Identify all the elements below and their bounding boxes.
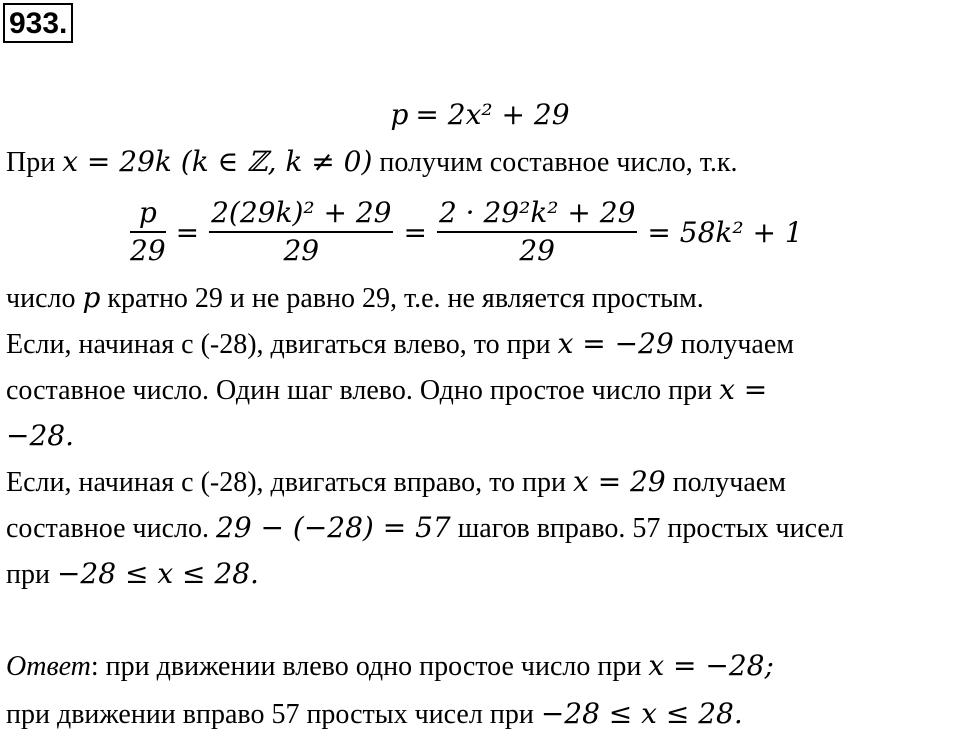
- line7-post: шагов вправо. 57 простых чисел: [457, 513, 844, 544]
- fraction-bar: [209, 231, 393, 233]
- answer1-pre: : при движении влево одно простое число при: [90, 651, 642, 682]
- answer-line-2: [6, 698, 743, 731]
- fraction-3-denominator: 29: [519, 234, 555, 267]
- line4-math: x =: [719, 373, 768, 406]
- line1-math: x = 29k (k ∈ ℤ, k ≠ 0): [62, 145, 373, 178]
- text-line-2: [6, 282, 704, 315]
- line2-post: кратно 29 и не равно 29, т.е. не является простым.: [107, 283, 704, 314]
- equals-sign: =: [403, 215, 427, 249]
- text-line-3: [6, 328, 794, 361]
- fraction-1: [130, 197, 166, 267]
- fraction-1-denominator: 29: [130, 234, 166, 267]
- line2-math: p: [82, 281, 101, 314]
- text-line-1: [6, 146, 738, 179]
- answer2-math: −28 ≤ x ≤ 28.: [540, 697, 743, 730]
- line8-math: −28 ≤ x ≤ 28.: [56, 557, 259, 590]
- problem-number: 933.: [3, 3, 73, 43]
- text-line-8: [6, 558, 259, 591]
- fraction-3-numerator: 2 · 29²k² + 29: [438, 196, 636, 229]
- line8-pre: при: [6, 559, 50, 590]
- line3-math: x = −29: [557, 327, 674, 360]
- text-line-5: [6, 420, 74, 453]
- main-formula: [0, 98, 960, 132]
- fraction-3: [437, 197, 637, 267]
- line5-math: −28.: [6, 419, 74, 452]
- line3-pre: Если, начиная с (-28), двигаться влево, то при: [6, 329, 551, 360]
- answer-label: Ответ: [6, 651, 91, 682]
- fraction-2-denominator: 29: [283, 234, 320, 267]
- fraction-bar: [130, 231, 166, 233]
- formula-lhs: p: [390, 98, 409, 131]
- line2-pre: число: [6, 283, 76, 314]
- text-line-6: [6, 466, 786, 499]
- line3-post: получаем: [680, 329, 795, 360]
- answer1-math: x = −28;: [648, 649, 774, 682]
- equals-sign: =: [175, 215, 200, 249]
- line7-math: 29 − (−28) = 57: [216, 511, 451, 544]
- equation-result: = 58k² + 1: [647, 215, 803, 249]
- line4-pre: составное число. Один шаг влево. Одно простое число при: [6, 375, 713, 406]
- fraction-2: [209, 197, 393, 267]
- line6-post: получаем: [672, 467, 786, 498]
- line1-post: получим составное число, т.к.: [379, 147, 738, 178]
- text-line-7: [6, 512, 844, 545]
- text-line-4: [6, 374, 767, 407]
- line1-pre: При: [6, 147, 56, 178]
- line6-pre: Если, начиная с (-28), двигаться вправо, то при: [6, 467, 566, 498]
- fraction-equation: [126, 190, 809, 274]
- fraction-bar: [437, 231, 637, 233]
- fraction-1-numerator: p: [138, 196, 157, 229]
- line7-pre: составное число.: [6, 513, 209, 544]
- formula-rhs: = 2x² + 29: [415, 98, 570, 131]
- answer-line-1: [6, 650, 774, 683]
- fraction-2-numerator: 2(29k)² + 29: [211, 196, 392, 229]
- line6-math: x = 29: [573, 465, 666, 498]
- answer2-pre: при движении вправо 57 простых чисел при: [6, 699, 534, 730]
